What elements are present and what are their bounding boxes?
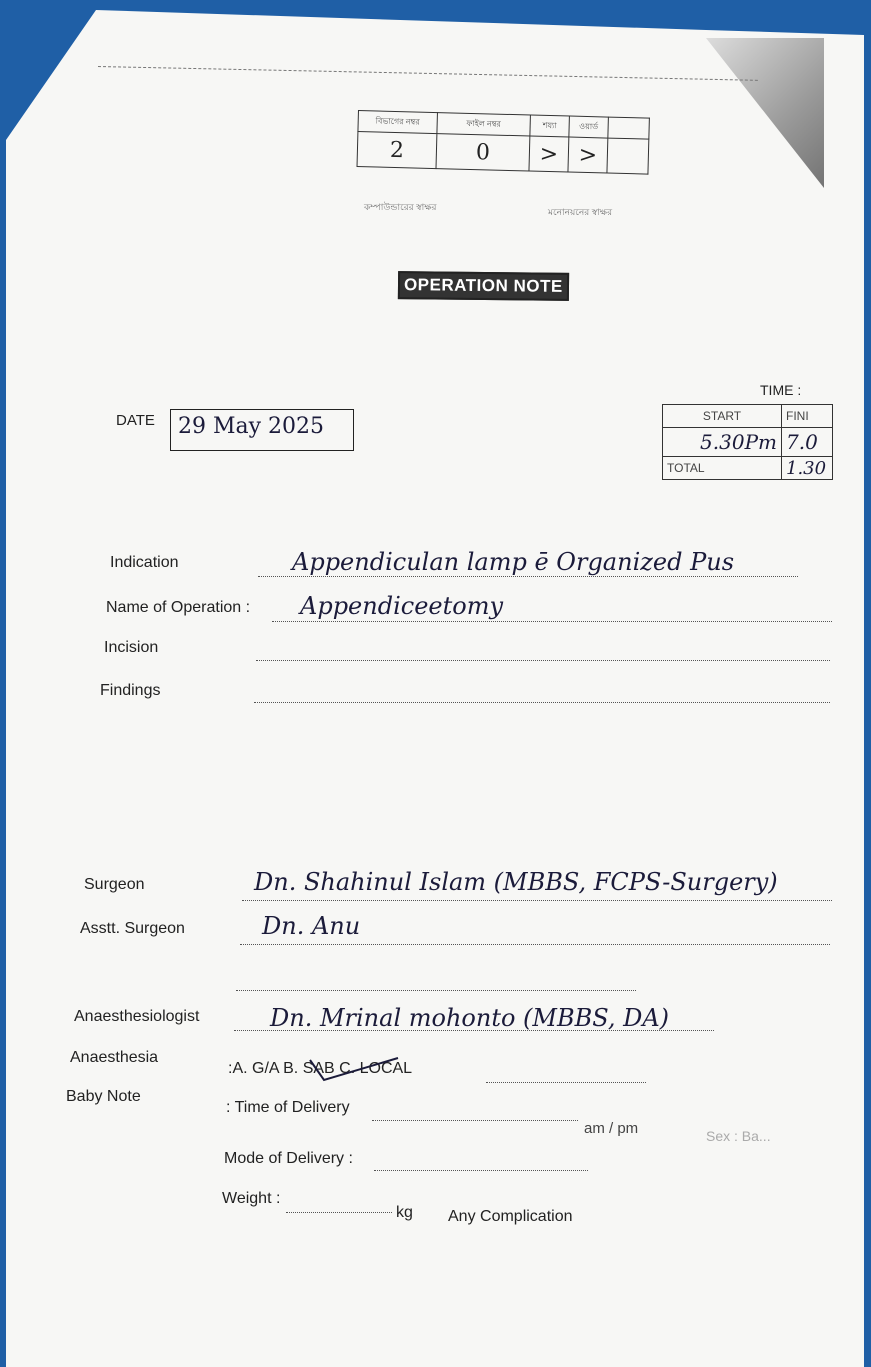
- code-value-1: 2: [357, 132, 437, 169]
- code-header-1: বিভাগের নম্বর: [358, 111, 438, 134]
- time-of-delivery-line: [372, 1120, 578, 1121]
- ampm-label: am / pm: [584, 1120, 639, 1137]
- date-value: 29 May 2025: [178, 414, 325, 439]
- complication-label: Any Complication: [448, 1208, 573, 1225]
- surgeon-value: Dn. Shahinul Islam (MBBS, FCPS-Surgery): [254, 868, 778, 896]
- code-value-2: 0: [436, 134, 530, 171]
- start-header: START: [663, 405, 782, 428]
- time-table: [662, 404, 833, 480]
- anaesthesiologist-label: Anaesthesiologist: [74, 1008, 200, 1025]
- weight-line: [286, 1212, 392, 1213]
- date-label: DATE: [116, 412, 155, 429]
- asst-surgeon-label: Asstt. Surgeon: [80, 920, 185, 937]
- operation-value: Appendiceetomy: [300, 592, 504, 620]
- total-value: 1.30: [782, 457, 833, 480]
- code-header-3: শয্যা: [530, 115, 570, 137]
- anaesthesia-options: :A. G/A B. SAB C. LOCAL: [228, 1060, 413, 1077]
- time-label: TIME :: [760, 382, 802, 398]
- asst-surgeon-line: [240, 944, 830, 945]
- incision-label: Incision: [104, 639, 159, 656]
- kg-label: kg: [396, 1204, 413, 1221]
- indication-line: [258, 576, 798, 577]
- time-of-delivery-label: : Time of Delivery: [226, 1099, 350, 1116]
- indication-value: Appendiculan lamp ē Organized Pus: [292, 548, 735, 576]
- finish-value: 7.0: [782, 428, 833, 457]
- finish-header: FINI: [782, 405, 833, 428]
- page-title: OPERATION NOTE: [398, 271, 569, 301]
- findings-line: [254, 702, 830, 703]
- asst-surgeon-value: Dn. Anu: [262, 912, 361, 940]
- code-header-4: ওয়ার্ড: [569, 116, 609, 138]
- start-value: 5.30Pm: [663, 428, 782, 457]
- baby-note-label: Baby Note: [66, 1088, 141, 1105]
- code-value-5: [607, 138, 649, 174]
- extra-line: [236, 990, 636, 991]
- weight-label: Weight :: [222, 1190, 281, 1207]
- surgeon-line: [242, 900, 832, 901]
- code-value-3: >: [529, 136, 569, 172]
- sex-label: Sex : Ba...: [706, 1128, 771, 1144]
- anaesthesia-label: Anaesthesia: [70, 1049, 159, 1066]
- surgeon-label: Surgeon: [84, 876, 145, 893]
- caption-right: মনোনয়নের স্বাক্ষর: [548, 207, 613, 217]
- code-header-5: [608, 117, 650, 139]
- operation-label: Name of Operation :: [106, 599, 251, 616]
- code-header-2: ফাইল নম্বর: [437, 113, 531, 136]
- indication-label: Indication: [110, 554, 179, 571]
- sab-check-mark: [306, 1054, 402, 1084]
- anaesthesiologist-value: Dn. Mrinal mohonto (MBBS, DA): [270, 1004, 670, 1032]
- incision-line: [256, 660, 830, 661]
- code-value-4: >: [568, 137, 608, 173]
- anaesthesia-line: [486, 1082, 646, 1083]
- mode-of-delivery-line: [374, 1170, 588, 1171]
- caption-left: কম্পাউন্ডারের স্বাক্ষর: [364, 202, 437, 212]
- findings-label: Findings: [100, 682, 161, 699]
- operation-line: [272, 621, 832, 622]
- total-label: TOTAL: [663, 457, 782, 480]
- mode-of-delivery-label: Mode of Delivery :: [224, 1150, 353, 1167]
- registration-code-table: [357, 110, 650, 175]
